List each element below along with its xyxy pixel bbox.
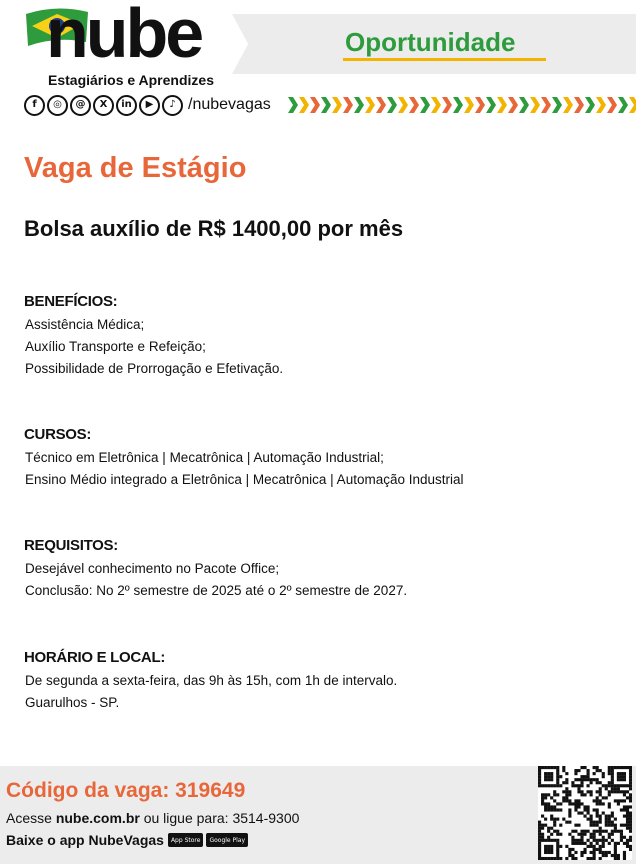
chevron-decoration <box>365 97 375 113</box>
schedule-item: De segunda a sexta-feira, das 9h às 15h, com 1h de intervalo. <box>25 673 398 688</box>
requirements-heading: REQUISITOS: <box>24 537 118 554</box>
chevron-decoration <box>332 97 342 113</box>
chevron-decoration <box>343 97 353 113</box>
qr-code-icon[interactable] <box>538 766 632 860</box>
chevron-decoration <box>420 97 430 113</box>
chevron-decoration <box>486 97 496 113</box>
chevron-decoration <box>596 97 606 113</box>
chevron-decoration <box>497 97 507 113</box>
courses-item: Técnico em Eletrônica | Mecatrônica | Automação Industrial; <box>25 450 384 465</box>
requirements-item: Desejável conhecimento no Pacote Office; <box>25 561 280 576</box>
location-item: Guarulhos - SP. <box>25 695 120 710</box>
nube-logo[interactable] <box>24 0 224 88</box>
chevron-decoration <box>563 97 573 113</box>
threads-icon[interactable]: @ <box>70 95 91 116</box>
site-link[interactable]: nube.com.br <box>55 810 140 826</box>
benefits-section <box>24 293 283 380</box>
facebook-icon[interactable]: f <box>24 95 45 116</box>
logo-wordmark: nube <box>46 0 202 72</box>
schedule-location-section <box>24 649 397 714</box>
decorative-chevron-strip <box>288 97 636 113</box>
schedule-heading: HORÁRIO E LOCAL: <box>24 649 166 666</box>
chevron-decoration <box>398 97 408 113</box>
chevron-decoration <box>629 97 636 113</box>
chevron-decoration <box>585 97 595 113</box>
header <box>0 0 636 120</box>
chevron-decoration <box>354 97 364 113</box>
app-download-row <box>6 832 251 848</box>
courses-section <box>24 426 464 491</box>
chevron-decoration <box>508 97 518 113</box>
courses-heading: CURSOS: <box>24 426 92 443</box>
courses-item: Ensino Médio integrado a Eletrônica | Mecatrônica | Automação Industrial <box>25 472 464 487</box>
job-code: Código da vaga: 319649 <box>6 779 246 802</box>
benefits-item: Auxílio Transporte e Refeição; <box>25 339 206 354</box>
chevron-decoration <box>541 97 551 113</box>
chevron-decoration <box>442 97 452 113</box>
job-title: Vaga de Estágio <box>24 152 247 184</box>
salary-text: Bolsa auxílio de R$ 1400,00 por mês <box>24 216 404 241</box>
x-icon[interactable]: X <box>93 95 114 116</box>
access-info: Acesse nube.com.br ou ligue para: 3514-9300 <box>6 810 300 826</box>
chevron-decoration <box>310 97 320 113</box>
chevron-decoration <box>321 97 331 113</box>
chevron-decoration <box>618 97 628 113</box>
benefits-heading: BENEFÍCIOS: <box>24 293 118 310</box>
chevron-decoration <box>607 97 617 113</box>
app-download-label: Baixe o app NubeVagas <box>6 832 164 848</box>
chevron-decoration <box>431 97 441 113</box>
tiktok-icon[interactable]: ♪ <box>162 95 183 116</box>
youtube-icon[interactable]: ▶ <box>139 95 160 116</box>
chevron-decoration <box>574 97 584 113</box>
benefits-item: Possibilidade de Prorrogação e Efetivação. <box>25 361 284 376</box>
opportunity-label: Oportunidade <box>345 27 516 57</box>
chevron-decoration <box>519 97 529 113</box>
chevron-decoration <box>475 97 485 113</box>
benefits-item: Assistência Médica; <box>25 317 145 332</box>
chevron-decoration <box>387 97 397 113</box>
google-play-badge[interactable]: Google Play <box>206 833 248 847</box>
requirements-item: Conclusão: No 2º semestre de 2025 até o 2º semestre de 2027. <box>25 583 408 598</box>
chevron-decoration <box>288 97 298 113</box>
app-store-badge[interactable]: App Store <box>168 833 204 847</box>
social-handle[interactable]: /nubevagas <box>188 96 271 113</box>
requirements-section <box>24 537 407 602</box>
instagram-icon[interactable]: ◎ <box>47 95 68 116</box>
logo-subtitle: Estagiários e Aprendizes <box>48 72 214 88</box>
chevron-decoration <box>376 97 386 113</box>
chevron-decoration <box>464 97 474 113</box>
chevron-decoration <box>299 97 309 113</box>
social-links <box>24 94 271 116</box>
chevron-decoration <box>530 97 540 113</box>
chevron-decoration <box>453 97 463 113</box>
chevron-decoration <box>552 97 562 113</box>
chevron-decoration <box>409 97 419 113</box>
linkedin-icon[interactable]: in <box>116 95 137 116</box>
opportunity-underline <box>343 58 546 61</box>
